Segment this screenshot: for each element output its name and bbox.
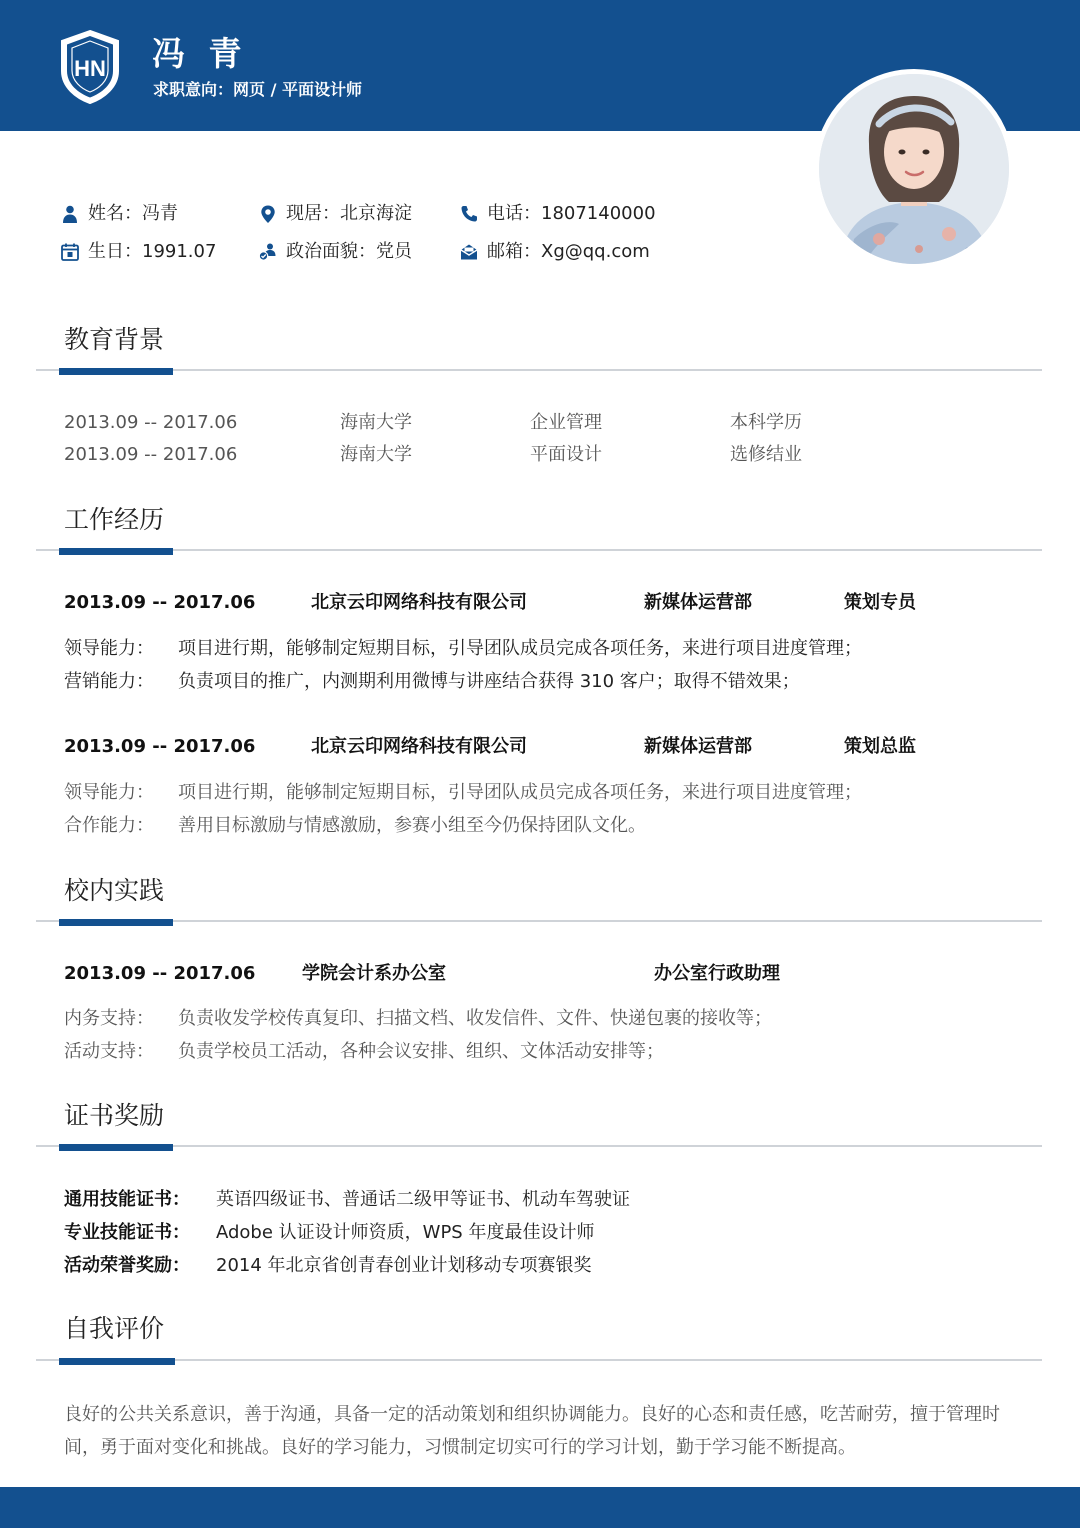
edu-degree: 本科学历 [730, 412, 802, 433]
self-eval-text: 良好的公共关系意识，善于沟通，具备一定的活动策划和组织协调能力。良好的心态和责任感，吃苦耐劳，擅于管理时间，勇于面对变化和挑战。良好的学习能力，习惯制定切实可行的学习计划，勤于学习能不断提高。 [64, 1404, 1000, 1458]
education-title: 教育背景 [64, 325, 165, 354]
edu-degree: 选修结业 [730, 444, 802, 465]
cert-text: 英语四级证书、普通话二级甲等证书、机动车驾驶证 [216, 1189, 630, 1210]
job-position: 策划总监 [844, 736, 916, 757]
info-phone-text: 电话：1807140000 [487, 203, 656, 224]
job-detail-text: 善用目标激励与情感激励，参赛小组至今仍保持团队文化。 [178, 815, 646, 836]
cert-label: 专业技能证书： [64, 1222, 190, 1243]
cert-text: Adobe 认证设计师资质，WPS 年度最佳设计师 [216, 1222, 595, 1243]
cert-text: 2014 年北京省创青春创业计划移动专项赛银奖 [216, 1255, 592, 1276]
job-detail-label: 合作能力： [64, 815, 154, 836]
job-detail-text: 项目进行期，能够制定短期目标，引导团队成员完成各项任务，来进行项目进度管理； [178, 638, 862, 659]
info-political [258, 240, 412, 264]
edu-school: 海南大学 [340, 444, 412, 465]
info-name-text: 姓名：冯青 [88, 203, 178, 224]
campus-period: 2013.09 -- 2017.06 [64, 963, 256, 984]
person-icon [60, 204, 80, 224]
job-period: 2013.09 -- 2017.06 [64, 592, 256, 613]
info-phone [459, 202, 656, 226]
info-birthday [60, 240, 216, 264]
work-divider [36, 549, 1042, 551]
job-detail-label: 营销能力： [64, 671, 154, 692]
profile-photo [814, 69, 1014, 269]
job-position: 策划专员 [844, 592, 916, 613]
info-residence-text: 现居：北京海淀 [286, 203, 412, 224]
edu-school: 海南大学 [340, 412, 412, 433]
job-company: 北京云印网络科技有限公司 [311, 592, 527, 613]
edu-major: 平面设计 [530, 444, 602, 465]
cert-label: 活动荣誉奖励： [64, 1255, 190, 1276]
campus-divider [36, 920, 1042, 922]
candidate-name: 冯 青 [152, 34, 248, 73]
edu-period: 2013.09 -- 2017.06 [64, 412, 238, 433]
info-name [60, 202, 178, 226]
campus-detail-label: 活动支持： [64, 1041, 154, 1062]
job-department: 新媒体运营部 [644, 592, 752, 613]
location-pin-icon [258, 204, 278, 224]
job-department: 新媒体运营部 [644, 736, 752, 757]
campus-detail-text: 负责收发学校传真复印、扫描文档、收发信件、文件、快递包裹的接收等； [178, 1008, 772, 1029]
campus-detail-label: 内务支持： [64, 1008, 154, 1029]
university-logo [58, 29, 122, 105]
footer-band [0, 1487, 1080, 1528]
job-period: 2013.09 -- 2017.06 [64, 736, 256, 757]
mail-icon [459, 242, 479, 262]
edu-major: 企业管理 [530, 412, 602, 433]
job-intent: 求职意向：网页 / 平面设计师 [153, 80, 362, 99]
job-detail-text: 项目进行期，能够制定短期目标，引导团队成员完成各项任务，来进行项目进度管理； [178, 782, 862, 803]
self-eval-divider [36, 1359, 1042, 1361]
info-residence [258, 202, 412, 226]
campus-accent [59, 919, 173, 926]
job-company: 北京云印网络科技有限公司 [311, 736, 527, 757]
campus-detail-text: 负责学校员工活动，各种会议安排、组织、文体活动安排等； [178, 1041, 664, 1062]
certs-divider [36, 1145, 1042, 1147]
campus-org: 学院会计系办公室 [302, 963, 446, 984]
party-member-icon [258, 242, 278, 262]
info-birthday-text: 生日：1991.07 [88, 241, 217, 262]
self-eval-accent [59, 1358, 175, 1365]
logo-monogram: HN [74, 56, 106, 81]
phone-icon [459, 204, 479, 224]
education-accent [59, 368, 173, 375]
work-accent [59, 548, 173, 555]
certs-title: 证书奖励 [64, 1101, 165, 1130]
job-detail-text: 负责项目的推广，内测期利用微博与讲座结合获得 310 客户；取得不错效果； [178, 671, 800, 692]
info-email [459, 240, 650, 264]
certs-accent [59, 1144, 173, 1151]
cert-label: 通用技能证书： [64, 1189, 190, 1210]
job-detail-label: 领导能力： [64, 782, 154, 803]
job-detail-label: 领导能力： [64, 638, 154, 659]
education-divider [36, 369, 1042, 371]
campus-title: 校内实践 [64, 876, 165, 905]
calendar-icon [60, 242, 80, 262]
info-political-text: 政治面貌：党员 [286, 241, 412, 262]
edu-period: 2013.09 -- 2017.06 [64, 444, 238, 465]
self-eval-title: 自我评价 [64, 1314, 165, 1343]
campus-role: 办公室行政助理 [654, 963, 780, 984]
info-email-text: 邮箱：Xg@qq.com [487, 241, 650, 262]
work-title: 工作经历 [64, 505, 165, 534]
